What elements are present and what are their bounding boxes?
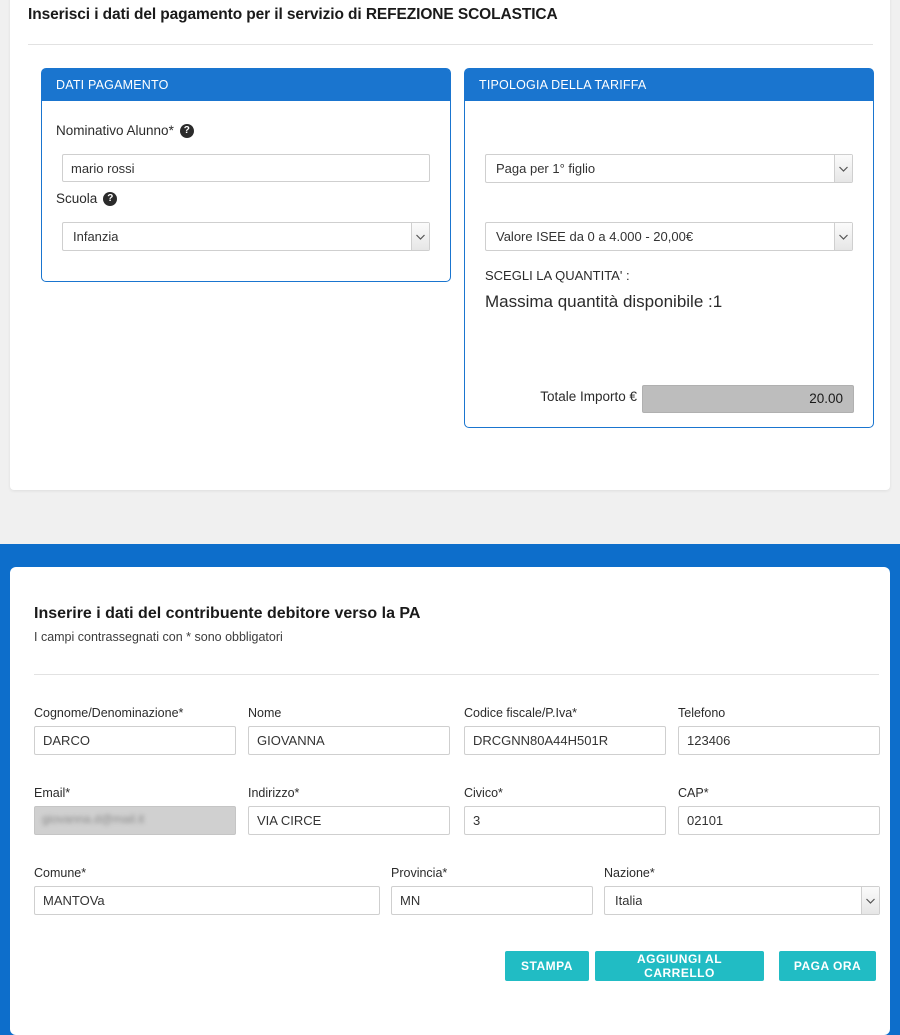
help-icon[interactable]: ? (103, 192, 117, 206)
nominativo-alunno-input[interactable] (62, 154, 430, 182)
telefono-input[interactable] (678, 726, 880, 755)
valore-isee-select[interactable] (485, 222, 853, 251)
help-icon[interactable]: ? (180, 124, 194, 138)
stampa-button[interactable]: STAMPA (505, 951, 589, 981)
nazione-select-value: Italia (615, 893, 643, 908)
field-nome (248, 706, 450, 755)
valore-isee-value: Valore ISEE da 0 a 4.000 - 20,00€ (496, 229, 694, 244)
contribuente-form-card (10, 567, 890, 1035)
paga-ora-button[interactable]: PAGA ORA (779, 951, 876, 981)
totale-importo-value: 20.00 (809, 391, 843, 406)
comune-input[interactable] (34, 886, 380, 915)
scegli-quantita-label: SCEGLI LA QUANTITA' : (485, 268, 630, 283)
chevron-down-icon (861, 887, 879, 914)
email-label: Email* (34, 786, 71, 800)
field-codice-fiscale (464, 706, 666, 755)
scuola-select-value: Infanzia (73, 229, 119, 244)
scuola-label-text: Scuola (56, 191, 98, 206)
cap-input[interactable] (678, 806, 880, 835)
field-cognome-denominazione (34, 706, 236, 755)
dati-pagamento-card (41, 68, 451, 282)
massima-quantita-text: Massima quantità disponibile :1 (485, 292, 723, 311)
provincia-label: Provincia* (391, 866, 448, 880)
header-divider (28, 44, 873, 45)
field-provincia (391, 866, 593, 915)
field-nazione (604, 866, 880, 915)
civico-input[interactable] (464, 806, 666, 835)
cognome-denominazione-label: Cognome/Denominazione* (34, 706, 184, 720)
tipologia-tariffa-card-body (465, 101, 873, 406)
page-title: Inserisci i dati del pagamento per il servizio di REFEZIONE SCOLASTICA (28, 6, 558, 23)
field-comune (34, 866, 380, 915)
paga-per-figlio-value: Paga per 1° figlio (496, 161, 596, 176)
payment-details-panel (10, 0, 890, 490)
nazione-label: Nazione* (604, 866, 655, 880)
indirizzo-label: Indirizzo* (248, 786, 300, 800)
nome-input[interactable] (248, 726, 450, 755)
dati-pagamento-card-title: DATI PAGAMENTO (42, 69, 450, 101)
email-obscured-text: giovanna.d@mail.it (42, 812, 145, 826)
field-telefono (678, 706, 880, 755)
tipologia-tariffa-card (464, 68, 874, 428)
indirizzo-input[interactable] (248, 806, 450, 835)
form-subtitle: I campi contrassegnati con * sono obbligatori (34, 630, 283, 644)
nazione-select[interactable] (604, 886, 880, 915)
cap-label: CAP* (678, 786, 709, 800)
form-title: Inserire i dati del contribuente debitore verso la PA (34, 605, 421, 622)
tipologia-tariffa-card-title: TIPOLOGIA DELLA TARIFFA (465, 69, 873, 101)
nome-label: Nome (248, 706, 282, 720)
chevron-down-icon (834, 155, 852, 182)
codice-fiscale-label: Codice fiscale/P.Iva* (464, 706, 578, 720)
nominativo-alunno-label (56, 123, 194, 138)
totale-importo-label: Totale Importo € (540, 389, 637, 404)
codice-fiscale-input[interactable] (464, 726, 666, 755)
field-email (34, 786, 236, 835)
telefono-label: Telefono (678, 706, 726, 720)
civico-label: Civico* (464, 786, 503, 800)
chevron-down-icon (411, 223, 429, 250)
dati-pagamento-card-body (42, 101, 450, 244)
paga-per-figlio-select[interactable] (485, 154, 853, 183)
field-cap (678, 786, 880, 835)
form-divider (34, 674, 879, 675)
aggiungi-al-carrello-button[interactable]: AGGIUNGI AL CARRELLO (595, 951, 764, 981)
field-indirizzo (248, 786, 450, 835)
totale-importo-value-box (642, 385, 854, 413)
field-civico (464, 786, 666, 835)
scuola-select[interactable] (62, 222, 430, 251)
comune-label: Comune* (34, 866, 87, 880)
chevron-down-icon (834, 223, 852, 250)
cognome-denominazione-input[interactable] (34, 726, 236, 755)
nominativo-alunno-label-text: Nominativo Alunno* (56, 123, 174, 138)
provincia-input[interactable] (391, 886, 593, 915)
scuola-label (56, 191, 117, 206)
